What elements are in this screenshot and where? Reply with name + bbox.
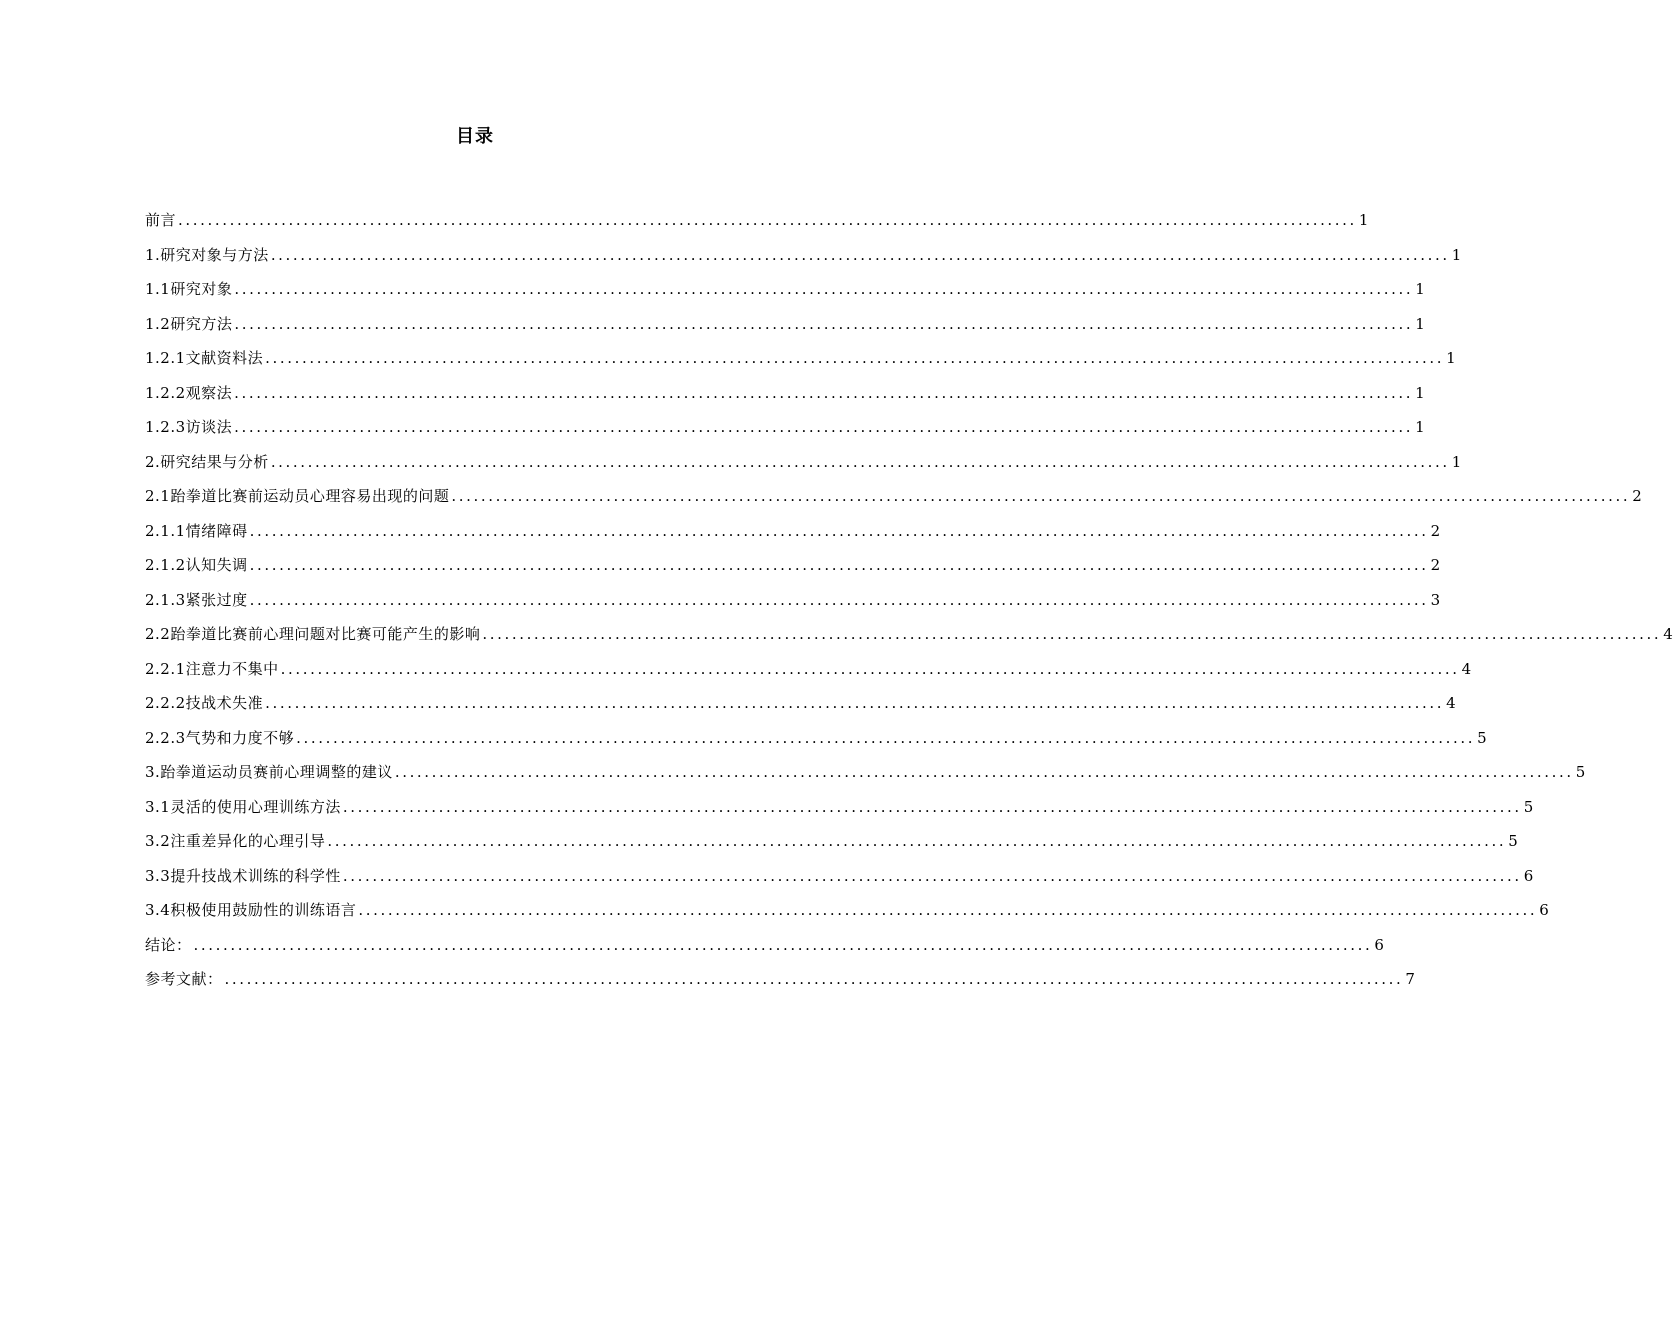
dot-leader: ................................................................................................................................................................: [234, 280, 1414, 298]
toc-entry[interactable]: [145, 485, 1642, 520]
toc-page-number: 3: [1430, 590, 1441, 609]
toc-page-number: 1: [1358, 211, 1369, 229]
dot-leader: ................................................................................................................................................................: [482, 625, 1662, 643]
toc-entry[interactable]: [145, 347, 1456, 382]
toc-entry-label: 1.1研究对象: [145, 280, 233, 298]
toc-entry-label: 2.1.1情绪障碍: [145, 521, 248, 540]
dot-leader: ................................................................................................................................................................: [249, 590, 1429, 609]
toc-page-number: 1: [1451, 452, 1462, 471]
toc-entry-label: 前言: [145, 211, 177, 229]
toc-entry[interactable]: [145, 796, 1534, 831]
toc-entry-label: 1.研究对象与方法: [145, 245, 269, 264]
toc-entry[interactable]: [145, 278, 1425, 313]
toc-entry-label: 1.2.1文献资料法: [145, 349, 264, 367]
dot-leader: ................................................................................................................................................................: [249, 556, 1429, 574]
toc-entry[interactable]: [145, 244, 1462, 279]
toc-entry-label: 结论：: [145, 935, 192, 954]
toc-page-number: 7: [1405, 970, 1415, 988]
toc-entry[interactable]: [145, 416, 1425, 451]
toc-page-number: 5: [1523, 797, 1534, 816]
toc-entry[interactable]: [145, 899, 1549, 934]
dot-leader: ................................................................................................................................................................: [342, 797, 1522, 816]
table-of-contents: [145, 209, 1673, 1003]
toc-page-number: 1: [1446, 349, 1456, 367]
toc-entry-label: 1.2.3访谈法: [145, 418, 233, 436]
toc-page-number: 6: [1523, 866, 1534, 885]
toc-entry-label: 2.2.1注意力不集中: [145, 659, 279, 678]
toc-page-number: 6: [1374, 935, 1384, 954]
toc-entry[interactable]: [145, 451, 1462, 486]
dot-leader: ................................................................................................................................................................: [280, 659, 1460, 678]
toc-entry[interactable]: [145, 382, 1425, 417]
toc-entry[interactable]: [145, 692, 1456, 727]
page-title: 目录: [456, 126, 494, 147]
toc-page-number: 2: [1632, 487, 1642, 505]
dot-leader: ................................................................................................................................................................: [234, 383, 1414, 402]
toc-entry[interactable]: [145, 830, 1518, 865]
dot-leader: ................................................................................................................................................................: [270, 452, 1450, 471]
toc-page-number: 5: [1508, 832, 1518, 850]
dot-leader: ................................................................................................................................................................: [265, 694, 1445, 712]
dot-leader: ................................................................................................................................................................: [342, 866, 1522, 885]
toc-page-number: 1: [1415, 280, 1425, 298]
toc-page-number: 4: [1461, 659, 1472, 678]
toc-entry[interactable]: [145, 934, 1384, 969]
toc-entry-label: 2.1.3紧张过度: [145, 590, 248, 609]
toc-entry[interactable]: [145, 727, 1487, 762]
toc-entry-label: 2.2跆拳道比赛前心理问题对比赛可能产生的影响: [145, 625, 481, 643]
toc-entry-label: 2.2.3气势和力度不够: [145, 728, 295, 747]
toc-entry-label: 1.2.2观察法: [145, 383, 233, 402]
toc-entry-label: 2.1.2认知失调: [145, 556, 248, 574]
toc-page-number: 2: [1430, 556, 1441, 574]
toc-entry[interactable]: [145, 761, 1586, 796]
dot-leader: ................................................................................................................................................................: [249, 521, 1429, 540]
dot-leader: ................................................................................................................................................................: [358, 901, 1538, 919]
dot-leader: ................................................................................................................................................................: [296, 728, 1476, 747]
toc-entry[interactable]: [145, 209, 1369, 244]
toc-page-number: 6: [1539, 901, 1549, 919]
toc-page-number: 5: [1477, 728, 1487, 747]
dot-leader: ................................................................................................................................................................: [234, 314, 1414, 333]
toc-entry[interactable]: [145, 658, 1472, 693]
toc-entry[interactable]: [145, 865, 1534, 900]
toc-page-number: 4: [1446, 694, 1456, 712]
toc-entry-label: 3.3提升技战术训练的科学性: [145, 866, 341, 885]
toc-page-number: 4: [1663, 625, 1673, 643]
toc-entry[interactable]: [145, 520, 1441, 555]
toc-entry-label: 3.跆拳道运动员赛前心理调整的建议: [145, 763, 393, 781]
toc-entry-label: 2.1跆拳道比赛前运动员心理容易出现的问题: [145, 487, 450, 505]
toc-entry-label: 参考文献：: [145, 970, 223, 988]
toc-entry-label: 1.2研究方法: [145, 314, 233, 333]
toc-entry-label: 3.4积极使用鼓励性的训练语言: [145, 901, 357, 919]
toc-page-number: 5: [1575, 763, 1586, 781]
toc-page-number: 1: [1415, 383, 1425, 402]
dot-leader: ................................................................................................................................................................: [270, 245, 1450, 264]
toc-entry[interactable]: [145, 968, 1415, 1003]
dot-leader: ................................................................................................................................................................: [193, 935, 1373, 954]
toc-entry[interactable]: [145, 589, 1441, 624]
dot-leader: ................................................................................................................................................................: [234, 418, 1414, 436]
toc-entry-label: 2.研究结果与分析: [145, 452, 269, 471]
toc-entry-label: 3.2注重差异化的心理引导: [145, 832, 326, 850]
dot-leader: ................................................................................................................................................................: [327, 832, 1507, 850]
toc-page-number: 1: [1451, 245, 1462, 264]
toc-page-number: 2: [1430, 521, 1441, 540]
toc-entry[interactable]: [145, 623, 1673, 658]
toc-entry[interactable]: [145, 313, 1425, 348]
toc-entry-label: 3.1灵活的使用心理训练方法: [145, 797, 341, 816]
toc-entry[interactable]: [145, 554, 1441, 589]
dot-leader: ................................................................................................................................................................: [451, 487, 1631, 505]
toc-page-number: 1: [1415, 314, 1425, 333]
dot-leader: ................................................................................................................................................................: [224, 970, 1404, 988]
dot-leader: ................................................................................................................................................................: [178, 211, 1357, 229]
dot-leader: ................................................................................................................................................................: [394, 763, 1574, 781]
toc-page-number: 1: [1415, 418, 1425, 436]
dot-leader: ................................................................................................................................................................: [265, 349, 1445, 367]
toc-entry-label: 2.2.2技战术失准: [145, 694, 264, 712]
